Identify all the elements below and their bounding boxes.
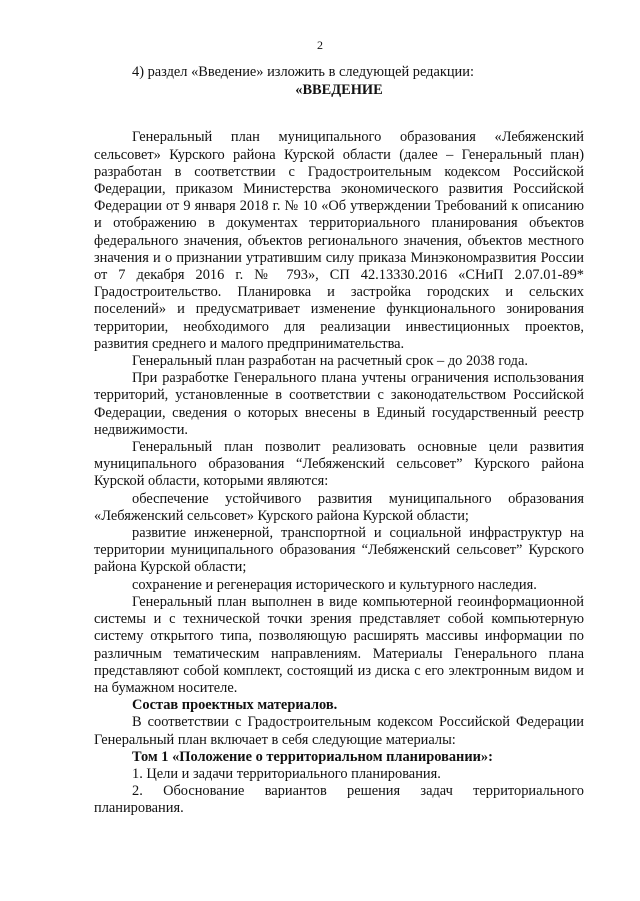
section-heading: «ВВЕДЕНИЕ: [295, 82, 383, 99]
intro-line: 4) раздел «Введение» изложить в следующей редакции:: [132, 64, 474, 80]
paragraph-goals-intro: Генеральный план позволит реализовать основные цели развития муниципального образования “Лебяженский сельсовет” Курского района Курской области, которыми являются:: [94, 439, 584, 490]
document-body: [94, 64, 584, 818]
paragraph-general-plan-basis: Генеральный план муниципального образования «Лебяженский сельсовет» Курского района Курской области (далее – Генеральный план) разработан в соответствии с Градостроительным кодексом Российской Федерации, приказом Министерства экономического развития Российской Федерации от 9 января 2018 г. № 10 «Об утверждении Требований к описанию и отображению в документах территориального планирования объектов федерального значения, объектов регионального значения, объектов местного значения и о признании утратившим силу приказа Минэкономразвития России от 7 декабря 2016 г. № 793», СП 42.13330.2016 «СНиП 2.07.01-89* Градостроительство. Планировка и застройка городских и сельских поселений» и предусматривает изменение функционального зонирования территории, необходимого для реализации инвестиционных проектов, развития среднего и малого предпринимательства.: [94, 129, 584, 352]
paragraph-restrictions: При разработке Генерального плана учтены ограничения использования территорий, установленные в соответствии с законодательством Российской Федерации, сведения о которых внесены в Единый государственный реестр недвижимости.: [94, 370, 584, 438]
paragraph-goal-infrastructure: развитие инженерной, транспортной и социальной инфраструктур на территории муниципального образования “Лебяженский сельсовет” Курского района Курской области;: [94, 525, 584, 576]
paragraph-goal-sustainable: обеспечение устойчивого развития муниципального образования «Лебяженский сельсовет» Курского района Курской области;: [94, 490, 584, 524]
section-title-materials: Состав проектных материалов.: [132, 697, 338, 714]
volume-item-2: 2. Обоснование вариантов решения задач территориального планирования.: [94, 783, 584, 817]
page-number: 2: [317, 38, 323, 52]
paragraph-goal-heritage: сохранение и регенерация исторического и культурного наследия.: [132, 576, 537, 593]
volume-item-1: 1. Цели и задачи территориального планирования.: [132, 765, 441, 782]
paragraph-materials-intro: В соответствии с Градостроительным кодексом Российской Федерации Генеральный план включает в себя следующие материалы:: [94, 714, 584, 748]
volume-title: Том 1 «Положение о территориальном планировании»:: [132, 748, 493, 765]
paragraph-planning-term: Генеральный план разработан на расчетный срок – до 2038 года.: [132, 353, 528, 370]
paragraph-gis-format: Генеральный план выполнен в виде компьютерной геоинформационной системы и с технической точки зрения представляет собой компьютерную систему открытого типа, позволяющую расширять массивы информации по различным тематическим направлениям. Материалы Генерального плана представляют собой комплект, состоящий из диска с его электронным видом и на бумажном носителе.: [94, 593, 584, 696]
